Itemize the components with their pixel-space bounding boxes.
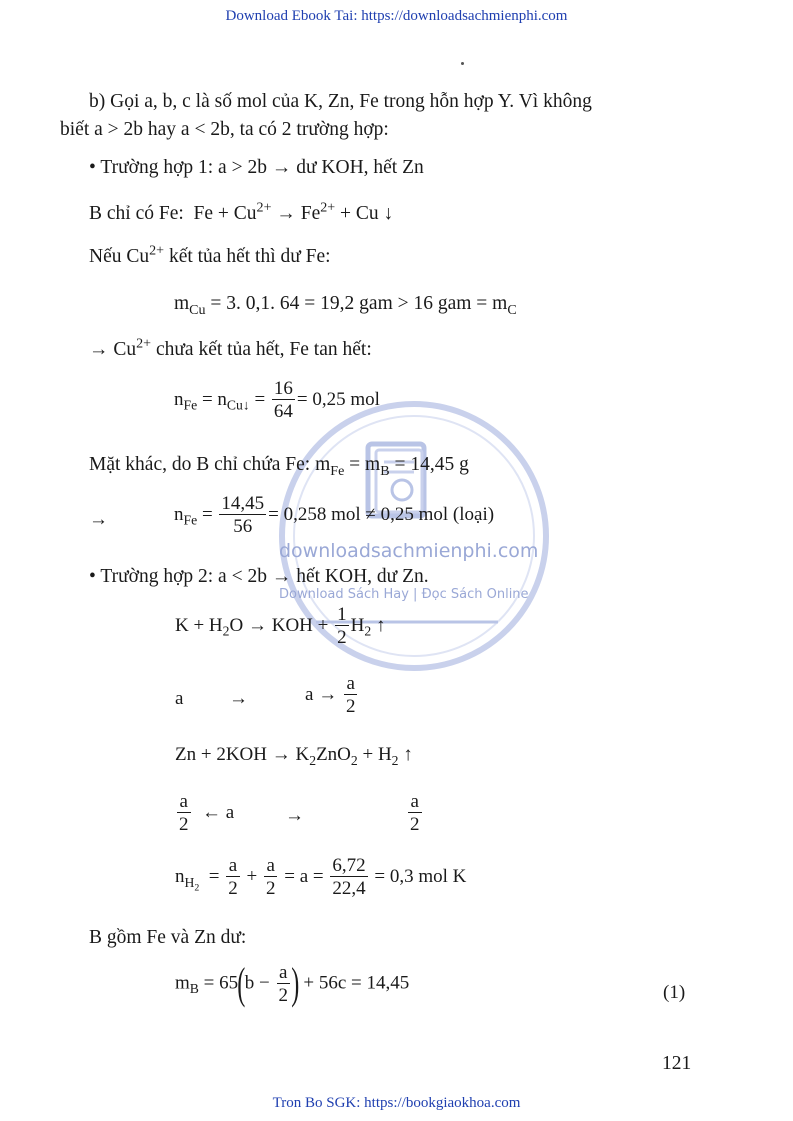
para-intro-line2: biết a > 2b hay a < 2b, ta có 2 trường hợp: [60, 119, 389, 140]
b-only-fe-line: B chỉ có Fe: $Fe + Cu^{2+} \to Fe^{2+} + Cu$ ↓ [89, 199, 394, 224]
stoich-row-1-a2: a → $\frac{a}{2}$ [305, 673, 356, 717]
mb-equation: $m_B = 65(b$ − $\frac{a}{2}$ ) + 56c = 14,45 [175, 959, 410, 1008]
case-2-heading: • Trường hợp 2: a < 2b → hết KOH, dư Zn. [89, 566, 429, 587]
footer-prefix: Tron Bo SGK: [272, 1095, 365, 1111]
stoich-row-2: $\frac{a}{2}$ ← a [179, 791, 235, 835]
equation-number-1: (1) [663, 982, 686, 1003]
b-gom-line: B gồm Fe và Zn dư: [89, 927, 247, 948]
mcu-equation: $m_{Cu} = 3$. 0,1. 64 = 19,2 gam > 16 gam = $m_C$ [174, 293, 517, 318]
nfe-equation: $n_{Fe} = n_{Cu↓}$ = $\frac{16}{64}$ = 0,25 mol [174, 378, 380, 422]
reaction-k-water: $K + H_2O$ → KOH + $\frac{1}{2}$ $H_2$ ↑ [175, 604, 386, 648]
footer-url[interactable]: https://bookgiaokhoa.com [364, 1095, 521, 1111]
header-link[interactable] [0, 8, 793, 25]
para-intro-line1: b) Gọi a, b, c là số mol của K, Zn, Fe trong hỗn hợp Y. Vì không [89, 91, 592, 112]
speck [461, 62, 464, 65]
stoich-row-1-arrow: → [229, 688, 248, 709]
stoich-row-2-arrow: → [285, 805, 304, 826]
stoich-row-1-a: a [175, 688, 184, 709]
nfe2-equation: $n_{Fe}$ = $\frac{14,45}{56}$ = 0,258 mol ≠ 0,25 mol (loại) [174, 493, 495, 537]
if-cu-line: Nếu $Cu^{2+}$ kết tủa hết thì dư Fe: [89, 242, 331, 267]
page-number: 121 [662, 1053, 692, 1074]
other-hand-line: Mặt khác, do B chỉ chứa Fe: $m_{Fe} = m_B = 14,45$ g [89, 454, 469, 479]
header-url[interactable]: https://downloadsachmienphi.com [361, 8, 568, 24]
footer-link[interactable] [0, 1095, 793, 1112]
b-only-fe-label: B chỉ có Fe: [89, 203, 184, 224]
stoich-row-2-h2: $\frac{a}{2}$ [410, 791, 420, 835]
watermark-line1: downloadsachmienphi.com [279, 540, 539, 562]
nfe2-arrow: → [89, 509, 108, 530]
reaction-zn-koh: $Zn + 2KOH \to K_2ZnO_2 + H_2$ ↑ [175, 744, 413, 768]
case-1-heading: • Trường hợp 1: a > 2b → dư KOH, hết Zn [89, 157, 424, 178]
cu-not-all-line: → $Cu^{2+}$ chưa kết tủa hết, Fe tan hết: [89, 335, 372, 360]
header-prefix: Download Ebook Tai: [225, 8, 362, 24]
nh2-equation: $n_{H_2}$ = $\frac{a}{2}$ + $\frac{a}{2}$ = a = $\frac{6,72}{22,4}$ = 0,3 mol K [175, 855, 467, 899]
watermark-line2: Download Sách Hay | Đọc Sách Online [279, 587, 529, 602]
